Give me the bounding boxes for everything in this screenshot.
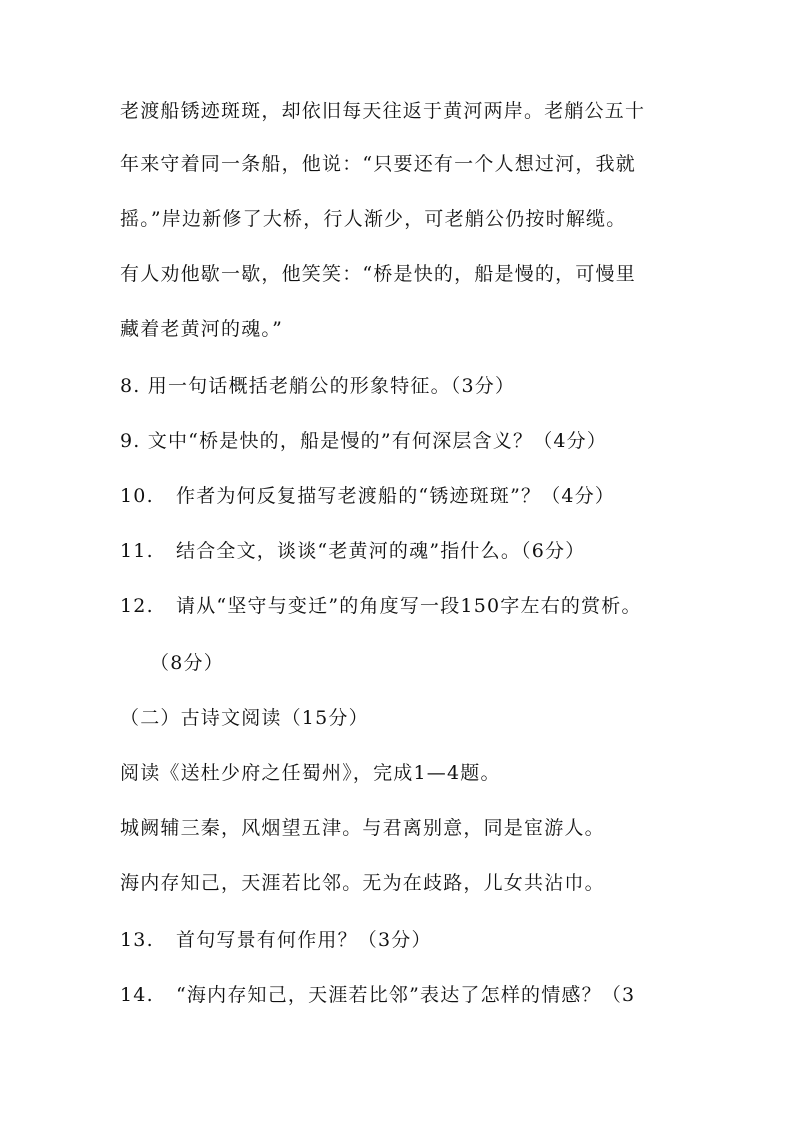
section-instruction: 阅读《送杜少府之任蜀州》，完成1—4题。 [120, 762, 501, 784]
question-number: 11. [120, 540, 154, 562]
passage-line-1: 老渡船锈迹斑斑，却依旧每天往返于黄河两岸。老艄公五十 [120, 100, 646, 122]
question-9: 9. 文中“桥是快的，船是慢的”有何深层含义？（4分） [120, 430, 608, 452]
question-10 [120, 484, 615, 508]
question-text: 请从“坚守与变迁”的角度写一段150字左右的赏析。 [176, 595, 642, 617]
question-8: 8. 用一句话概括老艄公的形象特征。（3分） [120, 375, 516, 397]
poem-line-2: 海内存知己，天涯若比邻。无为在歧路，儿女共沾巾。 [120, 872, 605, 894]
question-number: 14. [120, 984, 154, 1006]
question-11 [120, 539, 585, 563]
question-text: 结合全文，谈谈“老黄河的魂”指什么。（6分） [176, 540, 586, 562]
section-heading: （二）古诗文阅读（15分） [120, 707, 369, 729]
passage-line-5: 藏着老黄河的魂。” [120, 318, 284, 340]
question-number: 10. [120, 485, 154, 507]
question-text: “海内存知己，天涯若比邻”表达了怎样的情感？（3 [176, 984, 636, 1006]
question-text: 首句写景有何作用？（3分） [176, 929, 432, 951]
passage-line-2: 年来守着同一条船，他说：“只要还有一个人想过河，我就 [120, 153, 636, 175]
question-number: 12. [120, 595, 154, 617]
question-12 [120, 594, 642, 618]
question-number: 13. [120, 929, 154, 951]
poem-line-1: 城阙辅三秦，风烟望五津。与君离别意，同是宦游人。 [120, 817, 605, 839]
question-14 [120, 983, 635, 1007]
question-13 [120, 928, 432, 952]
passage-line-4: 有人劝他歇一歇，他笑笑：“桥是快的，船是慢的，可慢里 [120, 263, 636, 285]
question-12-score: （8分） [150, 652, 224, 674]
question-text: 作者为何反复描写老渡船的“锈迹斑斑”？（4分） [176, 485, 616, 507]
passage-line-3: 摇。”岸边新修了大桥，行人渐少，可老艄公仍按时解缆。 [120, 208, 627, 230]
